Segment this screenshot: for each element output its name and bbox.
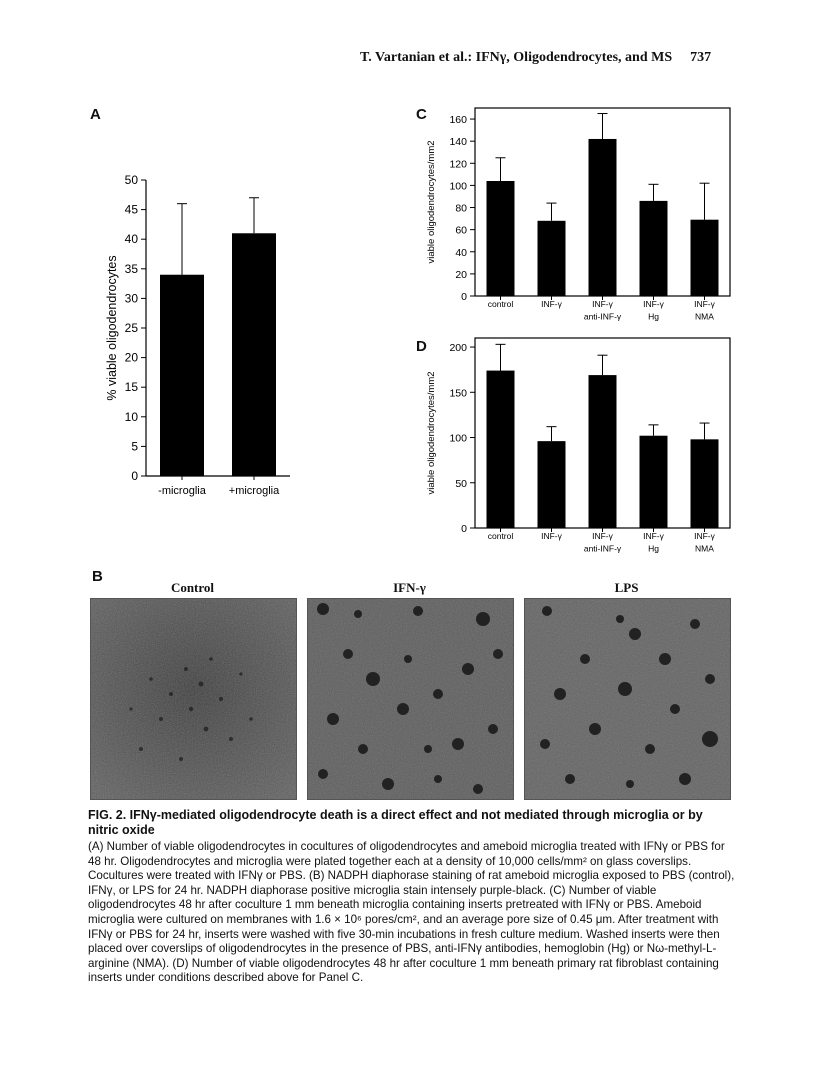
x-tick-label: control: [487, 531, 514, 541]
y-tick-label: 200: [449, 342, 467, 355]
x-tick-label: -microglia: [158, 485, 206, 497]
y-tick-label: 100: [449, 432, 467, 445]
y-tick-label: 40: [124, 232, 138, 247]
x-tick-label: INF-γ: [694, 531, 715, 541]
y-tick-label: 20: [455, 268, 467, 281]
y-tick-label: 120: [449, 158, 467, 171]
x-tick-label: Hg: [648, 311, 659, 322]
chart-d: [420, 330, 740, 562]
bar: [538, 221, 566, 296]
y-tick-label: 0: [461, 291, 467, 303]
panel-c-letter: C: [416, 106, 427, 123]
panel-b-letter: B: [92, 568, 103, 585]
bar: [589, 375, 617, 528]
page-number: 737: [690, 50, 712, 65]
x-tick-label: INF-γ: [694, 299, 715, 309]
bar: [487, 181, 515, 296]
y-tick-label: 25: [124, 321, 138, 335]
running-title: T. Vartanian et al.: IFNγ, Oligodendrocytes, and MS: [360, 50, 673, 65]
x-tick-label: NMA: [695, 311, 714, 322]
y-tick-label: 30: [124, 291, 138, 306]
y-axis-label: viable oligodendrocytes/mm2: [426, 140, 437, 264]
panel-a-letter: A: [90, 106, 101, 123]
bar: [691, 439, 719, 528]
micrograph-label-ifn: IFN-γ: [393, 580, 426, 595]
figure-caption-body: (A) Number of viable oligodendrocytes in cocultures of oligodendrocytes and ameboid microglia treated with IFNγ or PBS for 48 hr. Oligodendrocytes and microglia were plated together each at a density of 10,000 cells/mm² on glass coverslips. Cocultures were treated with IFNγ or PBS. (B) NADPH diaphorase staining of rat ameboid microglia exposed to PBS (control), IFNγ, or LPS for 24 hr. NADPH diaphorase positive microglia stain intensely purple-black. (C) Number of viable oligodendrocytes 48 hr after coculture 1 mm beneath microglia containing inserts pretreated with IFNγ or PBS. Ameboid microglia were cultured on membranes with 1.6 × 10⁶ pores/cm², and an average pore size of 0.45 μm. After treatment with IFNγ or PBS for 24 hr, inserts were washed with five 30-min incubations in fresh culture medium. Washed inserts were then placed over coverslips of oligodendrocytes in the presence of PBS, anti-IFNγ antibodies, hemoglobin (Hg) or Nω-methyl-L-arginine (NMA). (D) Number of viable oligodendrocytes 48 hr after coculture 1 mm beneath primary rat fibroblast containing inserts under conditions described above for Panel C.: [88, 840, 735, 985]
y-tick-label: 20: [124, 350, 138, 365]
micrograph-label-control: Control: [170, 580, 215, 595]
y-tick-label: 0: [131, 469, 138, 483]
micrograph-ifn-gamma: [307, 598, 514, 800]
y-tick-label: 10: [124, 409, 138, 424]
micrograph-label-lps: LPS: [614, 580, 639, 595]
chart-c: [420, 100, 740, 332]
bar: [640, 201, 668, 296]
bar: [487, 371, 515, 528]
y-tick-label: 45: [124, 202, 138, 217]
y-tick-label: 140: [449, 136, 467, 149]
x-tick-label: INF-γ: [643, 531, 664, 541]
y-tick-label: 0: [461, 523, 467, 535]
bar: [640, 436, 668, 528]
x-tick-label: anti-INF-γ: [583, 543, 622, 554]
bar: [538, 441, 566, 528]
panel-d-letter: D: [416, 338, 427, 355]
y-tick-label: 50: [124, 173, 138, 187]
y-tick-label: 15: [124, 380, 138, 395]
x-tick-label: NMA: [695, 543, 714, 554]
bar: [232, 233, 276, 476]
bar: [691, 220, 719, 296]
x-tick-label: INF-γ: [592, 531, 613, 541]
bar: [160, 275, 204, 476]
x-tick-label: anti-INF-γ: [583, 311, 622, 322]
x-tick-label: +microglia: [228, 485, 280, 497]
micrograph-control: [90, 598, 297, 800]
x-tick-label: INF-γ: [541, 531, 562, 541]
chart-a: [90, 160, 310, 520]
y-tick-label: 35: [124, 261, 138, 276]
x-tick-label: INF-γ: [643, 299, 664, 309]
bar: [589, 139, 617, 296]
micrograph-lps: [524, 598, 731, 800]
x-tick-label: control: [487, 299, 514, 309]
y-tick-label: 60: [455, 224, 467, 237]
y-axis-label: % viable oligodendrocytes: [105, 255, 119, 401]
y-tick-label: 5: [131, 439, 138, 454]
x-tick-label: Hg: [648, 543, 659, 554]
y-tick-label: 50: [455, 477, 467, 490]
y-tick-label: 40: [455, 246, 467, 259]
y-tick-label: 80: [455, 202, 467, 215]
x-tick-label: INF-γ: [592, 299, 613, 309]
y-tick-label: 160: [449, 114, 467, 127]
y-tick-label: 100: [449, 180, 467, 193]
y-axis-label: viable oligodendrocytes/mm2: [426, 371, 437, 495]
x-tick-label: INF-γ: [541, 299, 562, 309]
figure-caption-title: FIG. 2. IFNγ-mediated oligodendrocyte death is a direct effect and not mediated through microglia or by nitric oxide: [88, 808, 703, 837]
y-tick-label: 150: [449, 387, 467, 400]
running-header: [360, 50, 711, 66]
